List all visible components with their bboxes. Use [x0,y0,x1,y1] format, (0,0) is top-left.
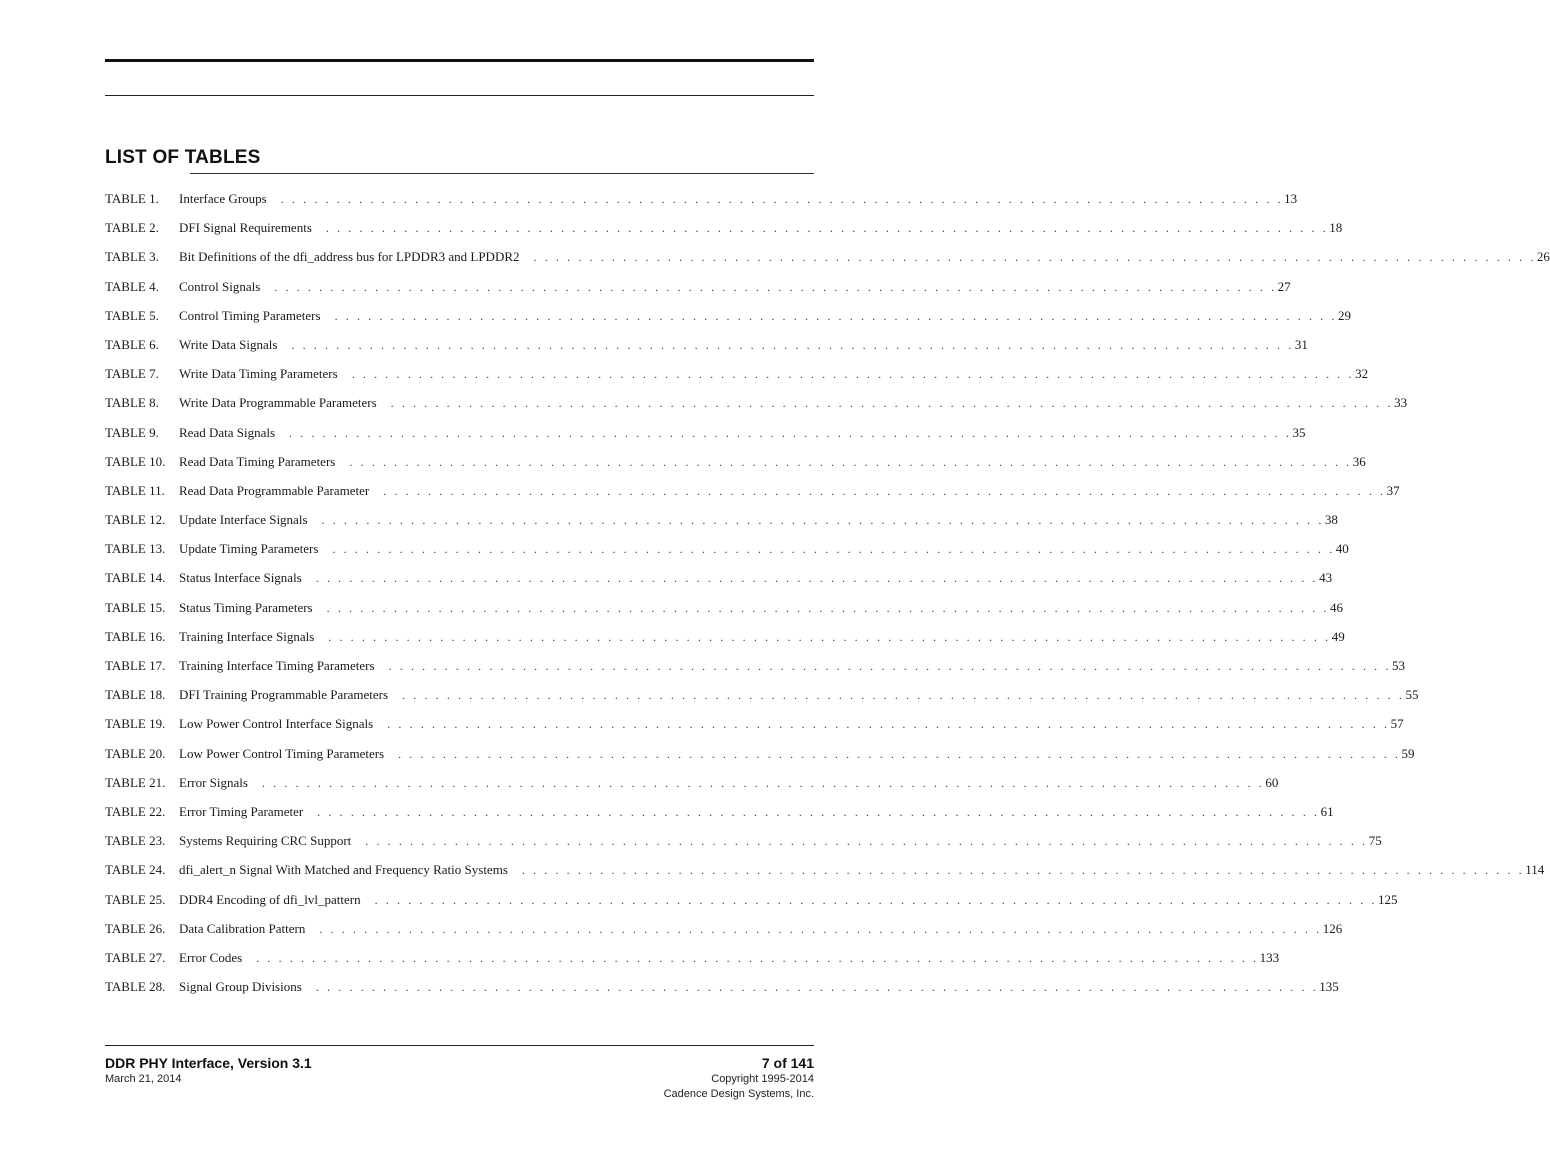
toc-entry-number: TABLE 10. [105,453,166,469]
toc-entry-title: dfi_alert_n Signal With Matched and Frequency Ratio Systems [179,862,508,878]
toc-entry-number: TABLE 2. [105,220,159,236]
toc-entry-title: Systems Requiring CRC Support [179,833,352,849]
document-title: DDR PHY Interface, Version 3.1 [105,1055,312,1071]
toc-leader-dots: . . . . . . . . . . . . . . . . . . . . . . . . . . . . . . . . . . . . . . . . . . . . . . . . . . . . . . . . . . . . . . . . . . . . . . . . . . . . . . . . . . . . . . . . . . [328,629,1331,644]
toc-entry[interactable] [105,978,1339,1007]
toc-leader-dots: . . . . . . . . . . . . . . . . . . . . . . . . . . . . . . . . . . . . . . . . . . . . . . . . . . . . . . . . . . . . . . . . . . . . . . . . . . . . . . . . . . . . . . . . . . [387,717,1390,732]
toc-entry-title: Read Data Programmable Parameter [179,482,370,498]
toc-leader-dots: . . . . . . . . . . . . . . . . . . . . . . . . . . . . . . . . . . . . . . . . . . . . . . . . . . . . . . . . . . . . . . . . . . . . . . . . . . . . . . . . . . . . . . . . . . [383,483,1386,498]
toc-entry[interactable] [105,307,1351,336]
toc-entry-number: TABLE 17. [105,658,166,673]
toc-leader-dots: . . . . . . . . . . . . . . . . . . . . . . . . . . . . . . . . . . . . . . . . . . . . . . . . . . . . . . . . . . . . . . . . . . . . . . . . . . . . . . . . . . . . . . . . . . [325,221,1329,236]
toc-entry-title: Write Data Timing Parameters [179,366,338,382]
footer-right [664,1054,814,1102]
toc-leader-dots: . . . . . . . . . . . . . . . . . . . . . . . . . . . . . . . . . . . . . . . . . . . . . . . . . . . . . . . . . . . . . . . . . . . . . . . . . . . . . . . . . . . . . . . . . . [319,921,1322,936]
toc-entry[interactable] [105,248,1550,277]
toc-entry[interactable] [105,657,1405,686]
toc-entry-title: Write Data Signals [179,336,278,352]
toc-entry-page: 126 [1322,920,1343,936]
toc-entry[interactable] [105,569,1333,598]
toc-leader-dots: . . . . . . . . . . . . . . . . . . . . . . . . . . . . . . . . . . . . . . . . . . . . . . . . . . . . . . . . . . . . . . . . . . . . . . . . . . . . . . . . . . . . . . . . . . [291,337,1294,352]
toc-entry-title: Bit Definitions of the dfi_address bus for LPDDR3 and LPDDR2 [179,249,520,265]
toc-entry-title: Write Data Programmable Parameters [179,395,377,411]
toc-leader-dots: . . . . . . . . . . . . . . . . . . . . . . . . . . . . . . . . . . . . . . . . . . . . . . . . . . . . . . . . . . . . . . . . . . . . . . . . . . . . . . . . . . . . . . . . . . [398,746,1401,761]
toc-entry-number: TABLE 19. [105,716,166,732]
page-number: 7 of 141 [761,1055,814,1071]
toc-entry-page: 35 [1292,424,1306,440]
toc-leader-dots: . . . . . . . . . . . . . . . . . . . . . . . . . . . . . . . . . . . . . . . . . . . . . . . . . . . . . . . . . . . . . . . . . . . . . . . . . . . . . . . . . . . . . . . . . . [351,367,1355,382]
toc-entry[interactable] [105,774,1279,803]
table-list [105,190,1550,1007]
toc-entry-page: 59 [1401,745,1415,761]
toc-entry-title: Training Interface Signals [179,628,315,644]
toc-entry[interactable] [105,832,1382,861]
toc-entry[interactable] [105,949,1280,978]
toc-entry-page: 75 [1368,833,1382,849]
toc-entry-page: 60 [1265,774,1279,790]
toc-entry-title: Error Timing Parameter [179,803,304,819]
copyright-text: Copyright 1995-2014 [711,1073,814,1085]
title-underline [190,173,814,174]
toc-entry[interactable] [105,540,1349,569]
toc-entry-number: TABLE 6. [105,336,159,352]
toc-entry-page: 46 [1330,599,1344,615]
toc-entry-number: TABLE 5. [105,307,159,323]
toc-entry-page: 36 [1352,453,1366,469]
toc-leader-dots: . . . . . . . . . . . . . . . . . . . . . . . . . . . . . . . . . . . . . . . . . . . . . . . . . . . . . . . . . . . . . . . . . . . . . . . . . . . . . . . . . . . . . . . . . . [334,308,1337,323]
toc-entry[interactable] [105,482,1400,511]
toc-entry-title: Error Signals [179,774,248,790]
toc-leader-dots: . . . . . . . . . . . . . . . . . . . . . . . . . . . . . . . . . . . . . . . . . . . . . . . . . . . . . . . . . . . . . . . . . . . . . . . . . . . . . . . . . . . . . . . . . . [280,192,1284,206]
toc-entry-page: 133 [1259,949,1280,965]
toc-entry-number: TABLE 9. [105,424,159,440]
toc-leader-dots: . . . . . . . . . . . . . . . . . . . . . . . . . . . . . . . . . . . . . . . . . . . . . . . . . . . . . . . . . . . . . . . . . . . . . . . . . . . . . . . . . . . . . . . . . . [365,834,1368,849]
toc-entry-page: 49 [1331,628,1345,644]
toc-entry[interactable] [105,336,1308,365]
toc-entry-number: TABLE 7. [105,366,159,382]
toc-entry-page: 18 [1329,220,1343,236]
toc-entry[interactable] [105,628,1345,657]
toc-entry-title: DFI Signal Requirements [179,220,312,236]
toc-entry-title: Data Calibration Pattern [179,920,306,936]
toc-entry-title: Status Timing Parameters [179,599,313,615]
toc-leader-dots: . . . . . . . . . . . . . . . . . . . . . . . . . . . . . . . . . . . . . . . . . . . . . . . . . . . . . . . . . . . . . . . . . . . . . . . . . . . . . . . . . . . . . . . . . . [521,863,1525,878]
toc-leader-dots: . . . . . . . . . . . . . . . . . . . . . . . . . . . . . . . . . . . . . . . . . . . . . . . . . . . . . . . . . . . . . . . . . . . . . . . . . . . . . . . . . . . . . . . . . . [274,279,1277,294]
toc-leader-dots: . . . . . . . . . . . . . . . . . . . . . . . . . . . . . . . . . . . . . . . . . . . . . . . . . . . . . . . . . . . . . . . . . . . . . . . . . . . . . . . . . . . . . . . . . . [256,950,1259,965]
toc-entry-number: TABLE 8. [105,395,159,411]
toc-entry-page: 13 [1284,191,1298,206]
toc-entry-number: TABLE 3. [105,249,159,265]
toc-entry[interactable] [105,803,1334,832]
toc-entry[interactable] [105,599,1344,628]
toc-entry-page: 135 [1319,979,1339,995]
toc-entry-number: TABLE 26. [105,920,166,936]
toc-entry-number: TABLE 11. [105,482,165,498]
toc-entry[interactable] [105,715,1404,744]
toc-entry-number: TABLE 14. [105,570,166,586]
toc-entry-title: Signal Group Divisions [179,979,302,995]
toc-entry-title: Update Interface Signals [179,512,308,528]
toc-entry-number: TABLE 27. [105,949,166,965]
toc-entry[interactable] [105,219,1343,248]
page-title: LIST OF TABLES [105,147,261,168]
toc-entry[interactable] [105,278,1291,307]
toc-leader-dots: . . . . . . . . . . . . . . . . . . . . . . . . . . . . . . . . . . . . . . . . . . . . . . . . . . . . . . . . . . . . . . . . . . . . . . . . . . . . . . . . . . . . . . . . . . [317,804,1320,819]
toc-leader-dots: . . . . . . . . . . . . . . . . . . . . . . . . . . . . . . . . . . . . . . . . . . . . . . . . . . . . . . . . . . . . . . . . . . . . . . . . . . . . . . . . . . . . . . . . . . [261,775,1265,790]
toc-entry-title: Low Power Control Timing Parameters [179,745,385,761]
toc-entry-title: Control Timing Parameters [179,307,321,323]
toc-entry-number: TABLE 28. [105,979,166,995]
toc-entry-title: Control Signals [179,278,261,294]
toc-entry-page: 26 [1536,249,1550,265]
toc-entry[interactable] [105,511,1338,540]
toc-leader-dots: . . . . . . . . . . . . . . . . . . . . . . . . . . . . . . . . . . . . . . . . . . . . . . . . . . . . . . . . . . . . . . . . . . . . . . . . . . . . . . . . . . . . . . . . . . [326,600,1330,615]
toc-entry-number: TABLE 25. [105,891,166,907]
toc-entry[interactable] [105,453,1366,482]
toc-entry-page: 31 [1294,336,1308,352]
toc-entry[interactable] [105,861,1545,890]
toc-entry-page: 57 [1390,716,1404,732]
toc-entry-number: TABLE 13. [105,541,166,557]
toc-entry-title: Low Power Control Interface Signals [179,716,374,732]
toc-entry-page: 38 [1324,512,1338,528]
toc-entry-page: 43 [1319,570,1333,586]
toc-entry-number: TABLE 21. [105,774,166,790]
toc-entry-page: 125 [1378,891,1398,907]
toc-entry-title: Training Interface Timing Parameters [179,658,375,673]
toc-leader-dots: . . . . . . . . . . . . . . . . . . . . . . . . . . . . . . . . . . . . . . . . . . . . . . . . . . . . . . . . . . . . . . . . . . . . . . . . . . . . . . . . . . . . . . . . . . [374,892,1378,907]
toc-leader-dots: . . . . . . . . . . . . . . . . . . . . . . . . . . . . . . . . . . . . . . . . . . . . . . . . . . . . . . . . . . . . . . . . . . . . . . . . . . . . . . . . . . . . . . . . . . [388,659,1391,673]
toc-entry-page: 29 [1337,307,1351,323]
toc-leader-dots: . . . . . . . . . . . . . . . . . . . . . . . . . . . . . . . . . . . . . . . . . . . . . . . . . . . . . . . . . . . . . . . . . . . . . . . . . . . . . . . . . . . . . . . . . . [321,513,1324,528]
toc-entry-number: TABLE 12. [105,512,166,528]
document-date: March 21, 2014 [105,1073,182,1085]
toc-entry-number: TABLE 1. [105,191,159,206]
toc-leader-dots: . . . . . . . . . . . . . . . . . . . . . . . . . . . . . . . . . . . . . . . . . . . . . . . . . . . . . . . . . . . . . . . . . . . . . . . . . . . . . . . . . . . . . . . . . . [533,250,1536,265]
toc-entry-title: Error Codes [179,949,243,965]
toc-leader-dots: . . . . . . . . . . . . . . . . . . . . . . . . . . . . . . . . . . . . . . . . . . . . . . . . . . . . . . . . . . . . . . . . . . . . . . . . . . . . . . . . . . . . . . . . . . [315,980,1319,995]
toc-entry[interactable] [105,891,1398,920]
toc-entry-number: TABLE 20. [105,745,166,761]
toc-entry-title: Update Timing Parameters [179,541,319,557]
toc-entry-title: DDR4 Encoding of dfi_lvl_pattern [179,891,361,907]
toc-entry-number: TABLE 24. [105,862,166,878]
toc-entry[interactable] [105,920,1343,949]
footer-rule [105,1045,814,1046]
toc-entry-page: 33 [1394,395,1408,411]
toc-entry[interactable] [105,365,1369,394]
toc-entry-title: DFI Training Programmable Parameters [179,687,389,703]
toc-entry-title: Interface Groups [179,191,267,206]
toc-entry-title: Read Data Timing Parameters [179,453,336,469]
header-rule-thin [105,95,814,96]
toc-entry[interactable] [105,394,1408,423]
header-rule-thick [105,59,814,62]
toc-leader-dots: . . . . . . . . . . . . . . . . . . . . . . . . . . . . . . . . . . . . . . . . . . . . . . . . . . . . . . . . . . . . . . . . . . . . . . . . . . . . . . . . . . . . . . . . . . [349,454,1352,469]
toc-leader-dots: . . . . . . . . . . . . . . . . . . . . . . . . . . . . . . . . . . . . . . . . . . . . . . . . . . . . . . . . . . . . . . . . . . . . . . . . . . . . . . . . . . . . . . . . . . [332,542,1335,557]
toc-entry-page: 55 [1405,687,1419,703]
company-name: Cadence Design Systems, Inc. [663,1088,814,1100]
toc-entry-title: Read Data Signals [179,424,276,440]
toc-entry-page: 114 [1525,862,1545,878]
toc-entry[interactable] [105,424,1306,453]
toc-entry[interactable] [105,190,1298,219]
toc-entry-page: 27 [1277,278,1291,294]
toc-leader-dots: . . . . . . . . . . . . . . . . . . . . . . . . . . . . . . . . . . . . . . . . . . . . . . . . . . . . . . . . . . . . . . . . . . . . . . . . . . . . . . . . . . . . . . . . . . [289,425,1292,440]
toc-leader-dots: . . . . . . . . . . . . . . . . . . . . . . . . . . . . . . . . . . . . . . . . . . . . . . . . . . . . . . . . . . . . . . . . . . . . . . . . . . . . . . . . . . . . . . . . . . [390,396,1394,411]
toc-entry-page: 53 [1391,658,1405,673]
toc-entry-number: TABLE 23. [105,833,166,849]
toc-entry-number: TABLE 4. [105,278,159,294]
toc-entry-page: 37 [1386,482,1400,498]
toc-entry-page: 40 [1335,541,1349,557]
toc-leader-dots: . . . . . . . . . . . . . . . . . . . . . . . . . . . . . . . . . . . . . . . . . . . . . . . . . . . . . . . . . . . . . . . . . . . . . . . . . . . . . . . . . . . . . . . . . . [315,571,1319,586]
toc-entry[interactable] [105,745,1415,774]
toc-entry-title: Status Interface Signals [179,570,302,586]
toc-entry-number: TABLE 15. [105,599,166,615]
toc-entry-number: TABLE 22. [105,803,166,819]
toc-entry-number: TABLE 16. [105,628,166,644]
toc-entry[interactable] [105,686,1419,715]
toc-entry-page: 61 [1320,803,1334,819]
toc-entry-page: 32 [1355,366,1369,382]
toc-entry-number: TABLE 18. [105,687,166,703]
footer-left [105,1054,312,1087]
toc-leader-dots: . . . . . . . . . . . . . . . . . . . . . . . . . . . . . . . . . . . . . . . . . . . . . . . . . . . . . . . . . . . . . . . . . . . . . . . . . . . . . . . . . . . . . . . . . . [402,688,1405,703]
